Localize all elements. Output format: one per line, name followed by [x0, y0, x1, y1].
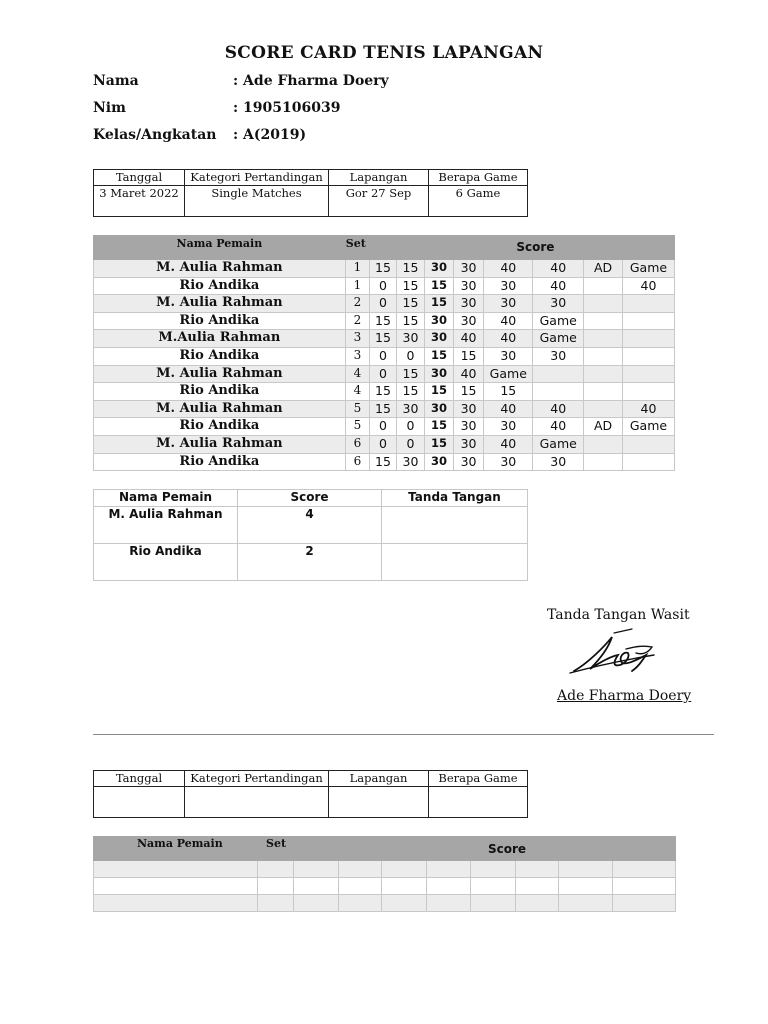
- match-date: 3 Maret 2022: [94, 186, 185, 217]
- score-cell: 15: [396, 277, 425, 295]
- table-row: [94, 277, 675, 295]
- match-info-header: Tanggal: [94, 170, 185, 186]
- score-cell: Game: [622, 260, 674, 278]
- score-cell: [584, 400, 623, 418]
- score-cell: [622, 347, 674, 365]
- col-header-score: Score: [339, 837, 676, 861]
- table-row: [94, 347, 675, 365]
- score-cell: 15: [370, 312, 397, 330]
- table-row: [94, 383, 675, 401]
- score-table: [93, 235, 675, 471]
- table-row: [94, 895, 676, 912]
- score-cell: 30: [425, 453, 454, 471]
- score-cell: AD: [584, 260, 623, 278]
- score-cell: 40: [533, 277, 584, 295]
- match-games: 6 Game: [429, 186, 528, 217]
- col-header-set: Set: [345, 236, 396, 260]
- set-number-cell: 6: [345, 435, 369, 453]
- player-name-cell: M. Aulia Rahman: [94, 365, 346, 383]
- score-cell: AD: [584, 418, 623, 436]
- player-name-cell: Rio Andika: [94, 277, 346, 295]
- score-cell: 15: [370, 330, 397, 348]
- score-cell: Game: [533, 312, 584, 330]
- score-cell: [622, 312, 674, 330]
- score-cell: 30: [425, 365, 454, 383]
- result-score: 4: [238, 507, 382, 544]
- match-info-table: [93, 169, 528, 217]
- set-number-cell: 3: [345, 347, 369, 365]
- match-info-header: Lapangan: [329, 771, 429, 787]
- player-name-cell: Rio Andika: [94, 347, 346, 365]
- col-header-set: Set: [258, 837, 339, 861]
- score-cell: 30: [425, 330, 454, 348]
- player-name-cell: Rio Andika: [94, 383, 346, 401]
- table-row: [94, 418, 675, 436]
- score-cell: 15: [370, 400, 397, 418]
- set-number-cell: 2: [345, 312, 369, 330]
- table-row: [94, 435, 675, 453]
- nama-value: : Ade Fharma Doery: [233, 73, 389, 89]
- score-cell: 30: [453, 453, 484, 471]
- score-cell: 30: [453, 312, 484, 330]
- score-cell: [622, 295, 674, 313]
- page-title: SCORE CARD TENIS LAPANGAN: [224, 43, 544, 63]
- score-cell: 15: [396, 312, 425, 330]
- player-name-cell: Rio Andika: [94, 312, 346, 330]
- player-name-cell: Rio Andika: [94, 453, 346, 471]
- score-cell: 15: [453, 347, 484, 365]
- score-cell: 40: [484, 400, 533, 418]
- score-cell: 30: [396, 453, 425, 471]
- score-cell: 30: [484, 295, 533, 313]
- score-cell: [584, 312, 623, 330]
- match-info-header: Tanggal: [94, 771, 185, 787]
- score-cell: 30: [453, 435, 484, 453]
- score-cell: 30: [453, 418, 484, 436]
- score-cell: 30: [453, 277, 484, 295]
- kelas-label: Kelas/Angkatan: [93, 127, 217, 143]
- score-cell: 15: [425, 295, 454, 313]
- score-cell: 0: [370, 435, 397, 453]
- score-cell: 15: [453, 383, 484, 401]
- score-cell: [584, 383, 623, 401]
- score-cell: 40: [484, 435, 533, 453]
- set-number-cell: 3: [345, 330, 369, 348]
- score-cell: 0: [370, 365, 397, 383]
- match-info-header: Berapa Game: [429, 170, 528, 186]
- player-name-cell: Rio Andika: [94, 418, 346, 436]
- result-header: Tanda Tangan: [382, 490, 528, 507]
- score-cell: 0: [370, 277, 397, 295]
- score-cell: Game: [484, 365, 533, 383]
- score-cell: Game: [533, 330, 584, 348]
- set-number-cell: 2: [345, 295, 369, 313]
- table-row: [94, 295, 675, 313]
- score-cell: 15: [425, 435, 454, 453]
- score-cell: [622, 383, 674, 401]
- table-row: [94, 365, 675, 383]
- score-cell: 15: [370, 383, 397, 401]
- player-name-cell: M. Aulia Rahman: [94, 435, 346, 453]
- score-cell: [622, 330, 674, 348]
- set-number-cell: 1: [345, 277, 369, 295]
- score-cell: [584, 453, 623, 471]
- score-cell: 40: [453, 365, 484, 383]
- player-name-cell: M. Aulia Rahman: [94, 295, 346, 313]
- score-cell: 40: [622, 277, 674, 295]
- score-cell: 15: [425, 277, 454, 295]
- blank-date-cell[interactable]: [94, 787, 185, 818]
- score-cell: 30: [484, 277, 533, 295]
- score-cell: 30: [453, 400, 484, 418]
- score-cell: 40: [533, 400, 584, 418]
- score-cell: 40: [453, 330, 484, 348]
- score-cell: 15: [396, 383, 425, 401]
- score-cell: 30: [484, 418, 533, 436]
- score-cell: [533, 365, 584, 383]
- table-row: [94, 878, 676, 895]
- score-cell: 30: [396, 330, 425, 348]
- blank-score-table: [93, 836, 676, 912]
- nim-label: Nim: [93, 100, 126, 116]
- score-cell: 40: [533, 418, 584, 436]
- set-number-cell: 5: [345, 418, 369, 436]
- result-player-name: Rio Andika: [94, 544, 238, 581]
- score-cell: 15: [396, 260, 425, 278]
- result-header: Score: [238, 490, 382, 507]
- score-cell: 40: [622, 400, 674, 418]
- score-cell: 15: [425, 383, 454, 401]
- result-table: [93, 489, 528, 581]
- set-number-cell: 5: [345, 400, 369, 418]
- score-cell: 0: [396, 418, 425, 436]
- score-cell: [622, 435, 674, 453]
- score-cell: 15: [370, 260, 397, 278]
- match-info-header: Kategori Pertandingan: [185, 170, 329, 186]
- score-cell: 40: [484, 312, 533, 330]
- blank-court-cell[interactable]: [329, 787, 429, 818]
- score-cell: 30: [484, 347, 533, 365]
- player-name-cell: M. Aulia Rahman: [94, 400, 346, 418]
- score-cell: 0: [396, 347, 425, 365]
- table-row: [94, 453, 675, 471]
- score-cell: 15: [396, 295, 425, 313]
- score-cell: 40: [533, 260, 584, 278]
- col-header-score: Score: [396, 236, 674, 260]
- score-cell: 40: [484, 330, 533, 348]
- col-header-player: Nama Pemain: [94, 837, 258, 861]
- score-cell: [584, 277, 623, 295]
- match-info-header: Berapa Game: [429, 771, 528, 787]
- score-cell: 30: [533, 347, 584, 365]
- nim-value: : 1905106039: [233, 100, 341, 116]
- signature-image: [568, 627, 660, 679]
- blank-match-info-table: [93, 770, 528, 818]
- nama-label: Nama: [93, 73, 139, 89]
- score-cell: 0: [370, 295, 397, 313]
- score-cell: [533, 383, 584, 401]
- score-cell: [622, 453, 674, 471]
- table-row: [94, 260, 675, 278]
- match-category: Single Matches: [185, 186, 329, 217]
- score-cell: 30: [396, 400, 425, 418]
- score-cell: 15: [484, 383, 533, 401]
- match-info-header: Kategori Pertandingan: [185, 771, 329, 787]
- col-header-player: Nama Pemain: [94, 236, 346, 260]
- score-cell: Game: [533, 435, 584, 453]
- blank-games-cell[interactable]: [429, 787, 528, 818]
- table-row: [94, 312, 675, 330]
- score-cell: [584, 435, 623, 453]
- score-cell: [584, 330, 623, 348]
- score-cell: 30: [453, 295, 484, 313]
- table-row: [94, 330, 675, 348]
- score-cell: 15: [425, 418, 454, 436]
- table-row: [94, 400, 675, 418]
- score-cell: [584, 365, 623, 383]
- score-cell: 40: [484, 260, 533, 278]
- result-player-name: M. Aulia Rahman: [94, 507, 238, 544]
- section-divider: [93, 734, 714, 735]
- referee-signature-label: Tanda Tangan Wasit: [547, 607, 690, 623]
- score-cell: 30: [533, 453, 584, 471]
- player-name-cell: M.Aulia Rahman: [94, 330, 346, 348]
- set-number-cell: 1: [345, 260, 369, 278]
- signature-cell[interactable]: [382, 507, 528, 544]
- score-cell: 30: [425, 312, 454, 330]
- referee-name: Ade Fharma Doery: [557, 688, 692, 704]
- score-cell: 0: [396, 435, 425, 453]
- score-cell: 30: [453, 260, 484, 278]
- score-cell: [584, 347, 623, 365]
- signature-cell[interactable]: [382, 544, 528, 581]
- score-cell: 15: [425, 347, 454, 365]
- match-court: Gor 27 Sep: [329, 186, 429, 217]
- set-number-cell: 4: [345, 365, 369, 383]
- kelas-value: : A(2019): [233, 127, 307, 143]
- score-cell: Game: [622, 418, 674, 436]
- result-header: Nama Pemain: [94, 490, 238, 507]
- set-number-cell: 4: [345, 383, 369, 401]
- score-cell: 30: [425, 400, 454, 418]
- match-info-header: Lapangan: [329, 170, 429, 186]
- score-cell: 0: [370, 347, 397, 365]
- score-cell: 30: [484, 453, 533, 471]
- blank-category-cell[interactable]: [185, 787, 329, 818]
- score-cell: [584, 295, 623, 313]
- score-cell: 30: [533, 295, 584, 313]
- table-row: [94, 861, 676, 878]
- score-cell: 0: [370, 418, 397, 436]
- result-score: 2: [238, 544, 382, 581]
- score-cell: 15: [370, 453, 397, 471]
- score-cell: [622, 365, 674, 383]
- score-cell: 30: [425, 260, 454, 278]
- player-name-cell: M. Aulia Rahman: [94, 260, 346, 278]
- score-cell: 15: [396, 365, 425, 383]
- set-number-cell: 6: [345, 453, 369, 471]
